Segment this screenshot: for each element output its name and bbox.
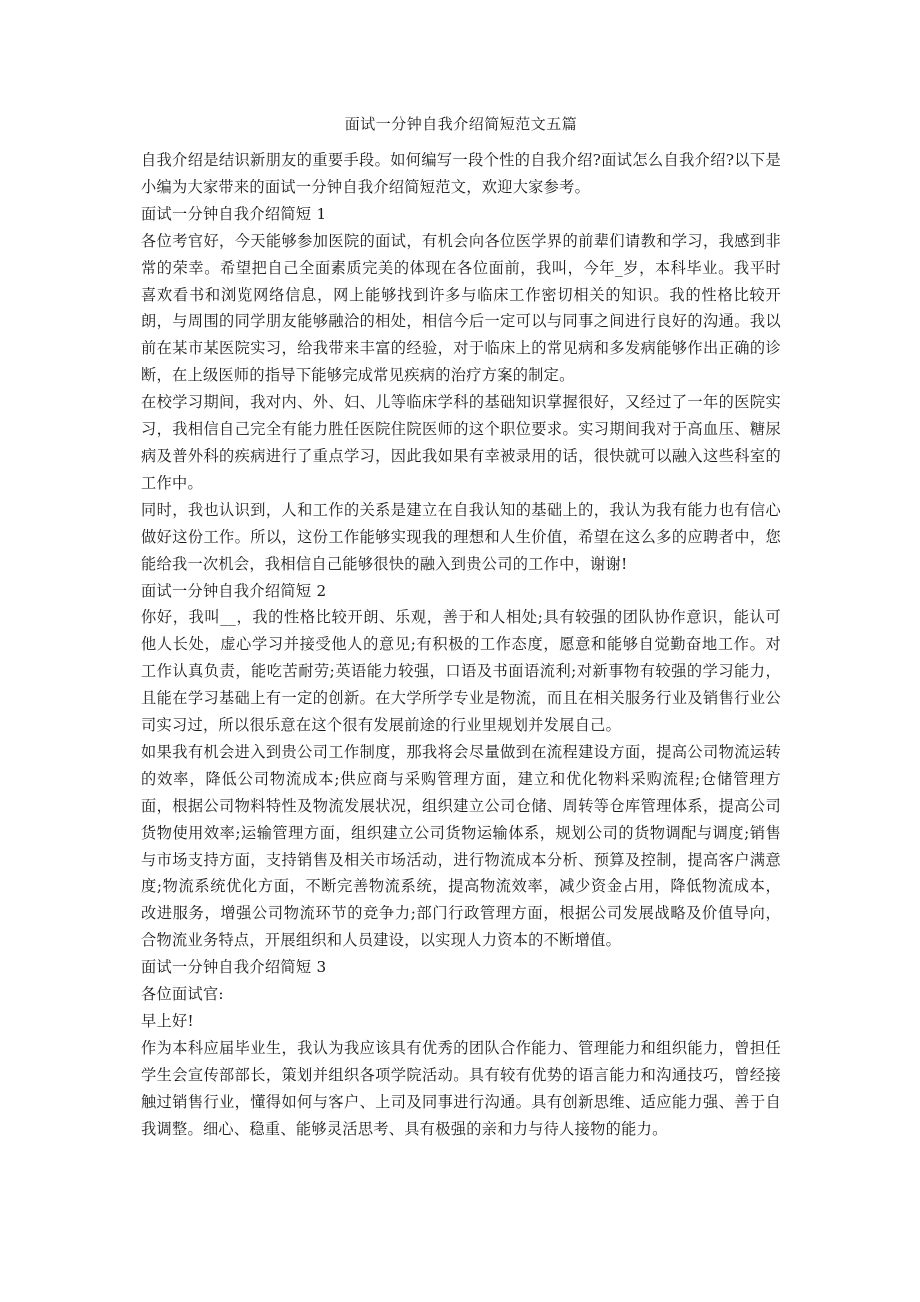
section-heading-1: 面试一分钟自我介绍简短 1 [141,204,327,223]
section-3-greeting: 早上好! [141,1012,194,1030]
intro-paragraph: 自我介绍是结识新朋友的重要手段。如何编写一段个性的自我介绍?面试怎么自我介绍?以下是小编为大家带来的面试一分钟自我介绍简短范文，欢迎大家参考。 [141,151,781,196]
section-2-paragraph-1: 你好，我叫__，我的性格比较开朗、乐观，善于和人相处;具有较强的团队协作意识，能认可他人长处，虚心学习并接受他人的意见;有积极的工作态度，愿意和能够自觉勤奋地工作。对工作认真负责，能吃苦耐劳;英语能力较强，口语及书面语流利;对新事物有较强的学习能力，且能在学习基础上有一定的创新。在大学所学专业是物流，而且在相关服务行业及销售行业公司实习过，所以很乐意在这个很有发展前途的行业里规划并发展自己。 [141,608,781,735]
section-3-paragraph-1: 作为本科应届毕业生，我认为我应该具有优秀的团队合作能力、管理能力和组织能力，曾担任学生会宣传部部长，策划并组织各项学院活动。具有较有优势的语言能力和沟通技巧，曾经接触过销售行业，懂得如何与客户、上司及同事进行沟通。具有创新思维、适应能力强、善于自我调整。细心、稳重、能够灵活思考、具有极强的亲和力与待人接物的能力。 [141,1038,781,1138]
document-body [141,147,781,1143]
section-heading-3: 面试一分钟自我介绍简短 3 [141,958,327,977]
section-2-paragraph-2: 如果我有机会进入到贵公司工作制度，那我将会尽量做到在流程建设方面，提高公司物流运转的效率，降低公司物流成本;供应商与采购管理方面，建立和优化物料采购流程;仓储管理方面，根据公司物料特性及物流发展状况，组织建立公司仓储、周转等仓库管理体系，提高公司货物使用效率;运输管理方面，组织建立公司货物运输体系，规划公司的货物调配与调度;销售与市场支持方面，支持销售及相关市场活动，进行物流成本分析、预算及控制，提高客户满意度;物流系统优化方面，不断完善物流系统，提高物流效率，减少资金占用，降低物流成本，改进服务，增强公司物流环节的竞争力;部门行政管理方面，根据公司发展战略及价值导向，合物流业务特点，开展组织和人员建设，以实现人力资本的不断增值。 [141,742,781,950]
section-1-paragraph-3: 同时，我也认识到，人和工作的关系是建立在自我认知的基础上的，我认为我有能力也有信心做好这份工作。所以，这份工作能够实现我的理想和人生价值，希望在这么多的应聘者中，您能给我一次机会，我相信自己能够很快的融入到贵公司的工作中，谢谢! [141,500,781,573]
document-title: 面试一分钟自我介绍简短范文五篇 [344,115,578,133]
section-3-salutation: 各位面试官: [141,985,224,1004]
section-heading-2: 面试一分钟自我介绍简短 2 [141,581,327,600]
section-1-paragraph-2: 在校学习期间，我对内、外、妇、儿等临床学科的基础知识掌握很好，又经过了一年的医院实习，我相信自己完全有能力胜任医院住院医师的这个职位要求。实习期间我对于高血压、糖尿病及普外科的疾病进行了重点学习，因此我如果有幸被录用的话，很快就可以融入这些科室的工作中。 [141,393,781,492]
document-page [141,112,781,1143]
section-1-paragraph-1: 各位考官好，今天能够参加医院的面试，有机会向各位医学界的前辈们请教和学习，我感到非常的荣幸。希望把自己全面素质完美的体现在各位面前，我叫，今年_岁，本科毕业。我平时喜欢看书和浏览网络信息，网上能够找到许多与临床工作密切相关的知识。我的性格比较开朗，与周围的同学朋友能够融洽的相处，相信今后一定可以与同事之间进行良好的沟通。我以前在某市某医院实习，给我带来丰富的经验，对于临床上的常见病和多发病能够作出正确的诊断，在上级医师的指导下能够完成常见疾病的治疗方案的制定。 [141,231,781,385]
